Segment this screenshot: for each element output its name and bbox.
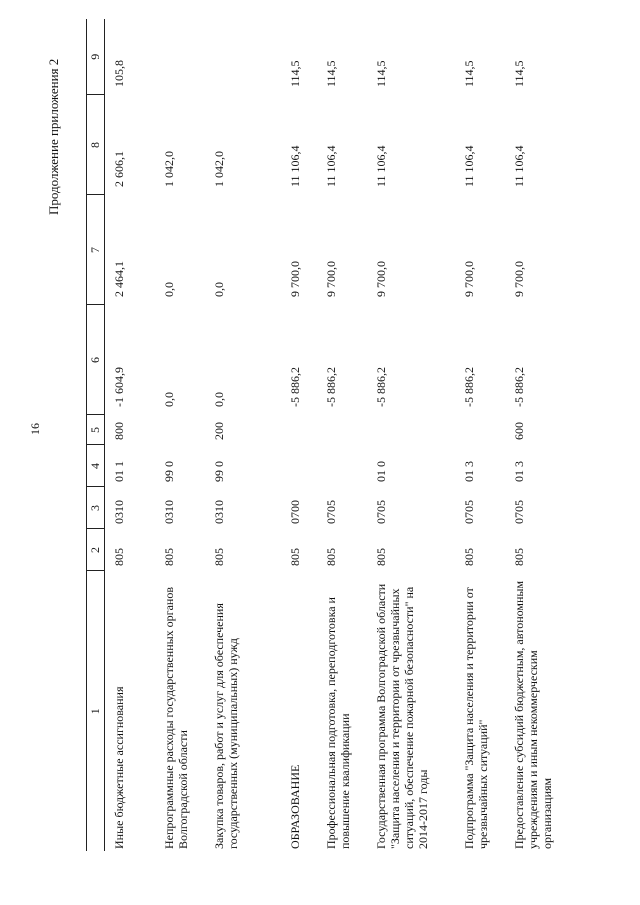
row-name: Предоставление субсидий бюджетным, автономным учреждениям и иным некоммерческим организациям (511, 580, 554, 849)
row-name: Подпрограмма "Защита населения и территории от чрезвычайных ситуаций" (461, 587, 490, 849)
cell-value: -1 604,9 (112, 367, 126, 407)
table-row (105, 19, 155, 851)
table-row (205, 19, 281, 851)
cell-section: 0310 (161, 500, 176, 524)
table-header-row (87, 19, 105, 851)
cell-value: 1 042,0 (211, 151, 226, 187)
cell-value: 0,0 (161, 392, 176, 407)
table-row (455, 19, 505, 851)
row-name: Иные бюджетные ассигнования (112, 686, 126, 849)
row-name: ОБРАЗОВАНИЕ (287, 764, 302, 849)
cell-value: 114,5 (511, 60, 526, 87)
cell-expense-type: 800 (112, 422, 126, 440)
cell-expense-type (155, 415, 205, 445)
cell-ministry: 805 (287, 548, 302, 566)
cell-ministry: 805 (112, 548, 126, 566)
cell-value: 0,0 (161, 282, 176, 297)
cell-value: 0,0 (211, 282, 226, 297)
cell-value: 9 700,0 (511, 261, 526, 297)
cell-value: 114,5 (287, 60, 302, 87)
column-header: 7 (87, 195, 105, 305)
table-row (155, 19, 205, 851)
cell-value: 2 606,1 (112, 151, 126, 187)
cell-target: 99 0 (161, 461, 176, 482)
cell-value: 9 700,0 (323, 261, 338, 297)
cell-value: 1 042,0 (161, 151, 176, 187)
cell-section: 0310 (211, 500, 226, 524)
cell-target (317, 445, 367, 487)
column-header: 8 (87, 95, 105, 195)
cell-target: 01 0 (373, 461, 388, 482)
cell-target: 99 0 (211, 461, 226, 482)
cell-section: 0705 (511, 500, 526, 524)
table-row (281, 19, 317, 851)
cell-value: 105,8 (112, 60, 126, 87)
column-header: 5 (87, 415, 105, 445)
column-header: 1 (87, 571, 105, 851)
row-name: Профессиональная подготовка, переподготовка и повышение квалификации (323, 597, 352, 849)
cell-expense-type: 600 (511, 422, 526, 440)
column-header: 2 (87, 529, 105, 571)
cell-ministry: 805 (211, 548, 226, 566)
column-header: 3 (87, 487, 105, 529)
cell-value: -5 886,2 (511, 367, 526, 407)
cell-value: 11 106,4 (287, 145, 302, 187)
cell-value: 9 700,0 (461, 261, 476, 297)
cell-value: 114,5 (323, 60, 338, 87)
cell-value: -5 886,2 (461, 367, 476, 407)
cell-value: 0,0 (211, 392, 226, 407)
cell-value: 11 106,4 (373, 145, 388, 187)
row-name: Государственная программа Волгоградской области "Защита населения и территории от чрезвычайных ситуаций, обеспечение пожарной безопасности" на 2014-2017 годы (373, 583, 430, 849)
cell-value: 9 700,0 (373, 261, 388, 297)
cell-value: -5 886,2 (287, 367, 302, 407)
cell-section: 0705 (373, 500, 388, 524)
cell-section: 0705 (461, 500, 476, 524)
cell-value: 11 106,4 (323, 145, 338, 187)
cell-expense-type (317, 415, 367, 445)
cell-value (205, 19, 281, 95)
table-row (367, 19, 455, 851)
cell-value: 9 700,0 (287, 261, 302, 297)
cell-section: 0310 (112, 500, 126, 524)
page-number: 16 (28, 423, 42, 435)
cell-target: 01 3 (511, 461, 526, 482)
cell-section: 0705 (323, 500, 338, 524)
cell-target: 01 3 (461, 461, 476, 482)
cell-target: 01 1 (112, 461, 126, 482)
cell-value: -5 886,2 (373, 367, 388, 407)
continuation-title: Продолжение приложения 2 (46, 58, 61, 215)
cell-section: 0700 (287, 500, 302, 524)
cell-value: -5 886,2 (323, 367, 338, 407)
table-row (505, 19, 565, 851)
budget-table (86, 19, 565, 851)
cell-target (281, 445, 317, 487)
cell-expense-type (455, 415, 505, 445)
cell-ministry: 805 (373, 548, 388, 566)
cell-value: 11 106,4 (511, 145, 526, 187)
cell-value: 11 106,4 (461, 145, 476, 187)
cell-ministry: 805 (511, 548, 526, 566)
table-row (317, 19, 367, 851)
cell-value (155, 19, 205, 95)
row-name: Закупка товаров, работ и услуг для обеспечения государственных (муниципальных) нужд (211, 603, 240, 849)
cell-value: 114,5 (461, 60, 476, 87)
column-header: 4 (87, 445, 105, 487)
column-header: 9 (87, 19, 105, 95)
row-name: Непрограммные расходы государственных органов Волгоградской области (161, 586, 190, 849)
column-header: 6 (87, 305, 105, 415)
cell-value: 114,5 (373, 60, 388, 87)
cell-value: 2 464,1 (112, 261, 126, 297)
cell-expense-type: 200 (211, 422, 226, 440)
cell-expense-type (367, 415, 455, 445)
cell-ministry: 805 (323, 548, 338, 566)
cell-ministry: 805 (161, 548, 176, 566)
cell-ministry: 805 (461, 548, 476, 566)
cell-expense-type (281, 415, 317, 445)
